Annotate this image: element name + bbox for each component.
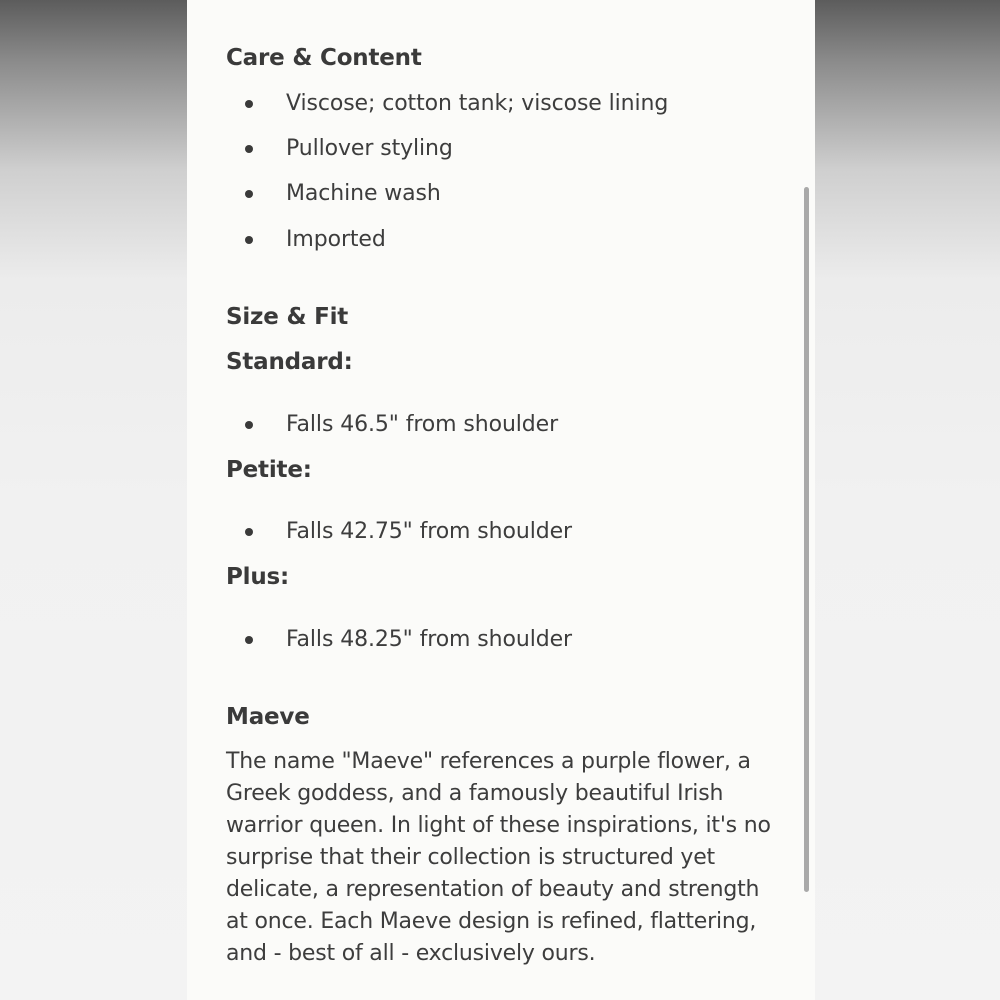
bullet-icon <box>245 636 253 644</box>
bullet-icon <box>245 145 253 153</box>
scrollbar[interactable] <box>804 187 809 892</box>
bullet-icon <box>245 421 253 429</box>
bullet-icon <box>245 528 253 536</box>
brand-description: The name "Maeve" references a purple flower, a Greek goddess, and a famously beautiful Irish warrior queen. In light of these inspirations, it's no surprise that their collection is structured yet delicate, a representation of beauty and strength at once. Each Maeve design is refined, flattering, and - best of all - exclusively ours. <box>226 749 771 966</box>
list-item-text: Falls 46.5" from shoulder <box>286 412 559 437</box>
bullet-icon <box>245 236 253 244</box>
care-content-heading: Care & Content <box>226 45 422 71</box>
bullet-icon <box>245 100 253 108</box>
size-fit-heading: Size & Fit <box>226 304 349 330</box>
list-item-text: Viscose; cotton tank; viscose lining <box>286 91 669 116</box>
left-backdrop <box>0 0 187 1000</box>
list-item-text: Falls 48.25" from shoulder <box>286 627 572 652</box>
bullet-icon <box>245 190 253 198</box>
list-item-text: Machine wash <box>286 181 441 206</box>
plus-label: Plus: <box>226 564 290 590</box>
petite-label: Petite: <box>226 457 312 483</box>
list-item-text: Imported <box>286 227 386 252</box>
right-backdrop <box>815 0 1000 1000</box>
standard-label: Standard: <box>226 349 353 375</box>
brand-heading: Maeve <box>226 704 310 730</box>
list-item-text: Pullover styling <box>286 136 453 161</box>
list-item-text: Falls 42.75" from shoulder <box>286 519 572 544</box>
product-details-panel[interactable] <box>187 0 815 1000</box>
